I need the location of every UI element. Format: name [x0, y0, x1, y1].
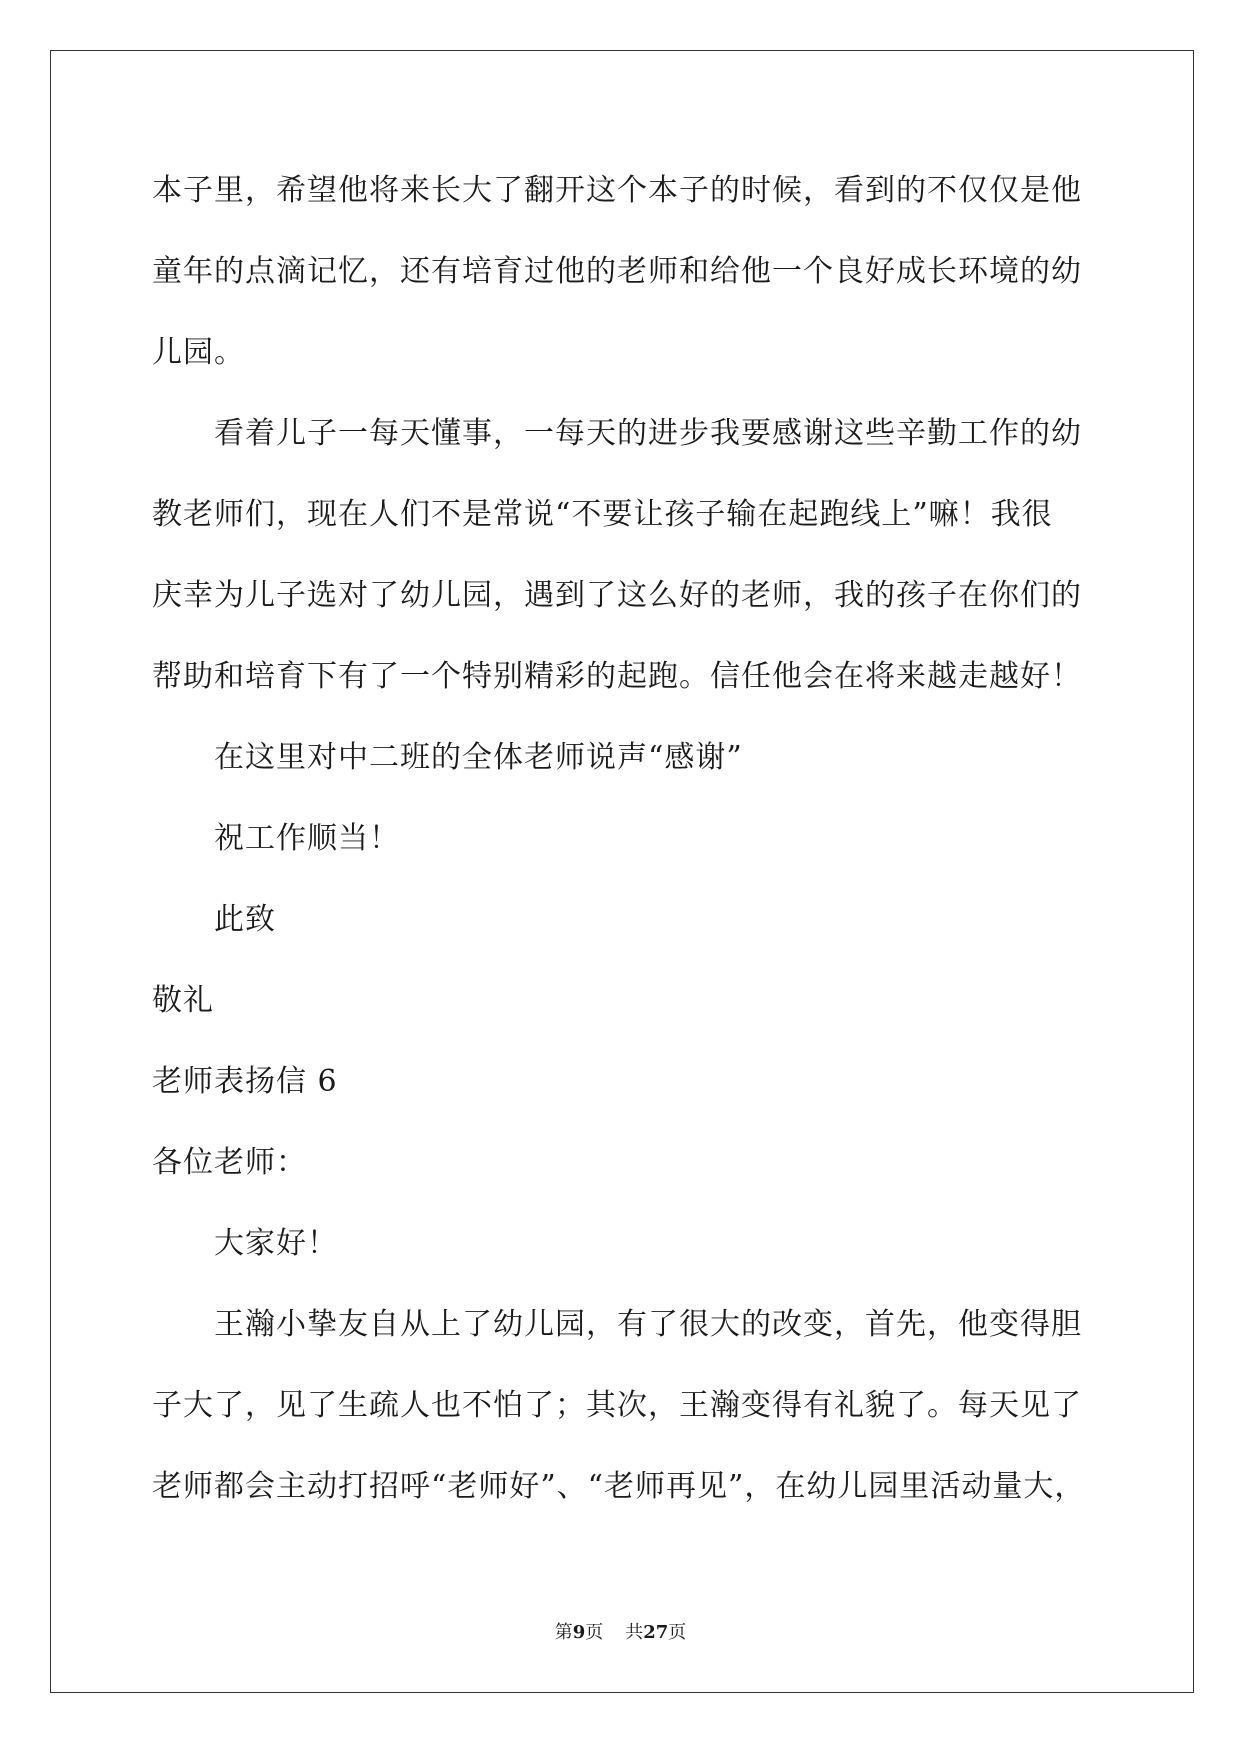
total-pages: 27	[643, 1622, 669, 1643]
text-line: 儿园。	[152, 335, 245, 370]
document-body	[152, 158, 1092, 1535]
text-line: 老师都会主动打招呼“老师好”、“老师再见”，在幼儿园里活动量大，	[152, 1469, 1086, 1504]
page-footer	[0, 1621, 1241, 1645]
salutation-line: 各位老师：	[152, 1145, 307, 1180]
paragraph-start-line: 看着儿子一每天懂事，一每天的进步我要感谢这些辛勤工作的幼	[214, 416, 1082, 451]
total-unit: 页	[668, 1622, 687, 1643]
text-line: 帮助和培育下有了一个特别精彩的起跑。信任他会在将来越走越好！	[152, 659, 1082, 694]
text-line: 庆幸为儿子选对了幼儿园，遇到了这么好的老师，我的孩子在你们的	[152, 578, 1082, 613]
page-unit: 页	[585, 1622, 604, 1643]
letter-title: 老师表扬信 6	[152, 1064, 338, 1099]
total-prefix: 共	[625, 1622, 644, 1643]
text-line: 教老师们，现在人们不是常说“不要让孩子输在起跑线上”嘛！我很	[152, 497, 1053, 532]
wish-line: 祝工作顺当！	[214, 821, 400, 856]
closing-line: 此致	[214, 902, 276, 937]
paragraph-start-line: 王瀚小挚友自从上了幼儿园，有了很大的改变，首先，他变得胆	[214, 1307, 1082, 1342]
salute-line: 敬礼	[152, 983, 214, 1018]
greeting-line: 大家好！	[214, 1226, 338, 1261]
text-line: 本子里，希望他将来长大了翻开这个本子的时候，看到的不仅仅是他	[152, 173, 1082, 208]
page-number: 9	[572, 1622, 586, 1643]
page-prefix: 第	[554, 1622, 573, 1643]
text-line: 童年的点滴记忆，还有培育过他的老师和给他一个良好成长环境的幼	[152, 254, 1082, 289]
text-line: 子大了，见了生疏人也不怕了；其次，王瀚变得有礼貌了。每天见了	[152, 1388, 1082, 1423]
thanks-line: 在这里对中二班的全体老师说声“感谢”	[214, 740, 743, 775]
